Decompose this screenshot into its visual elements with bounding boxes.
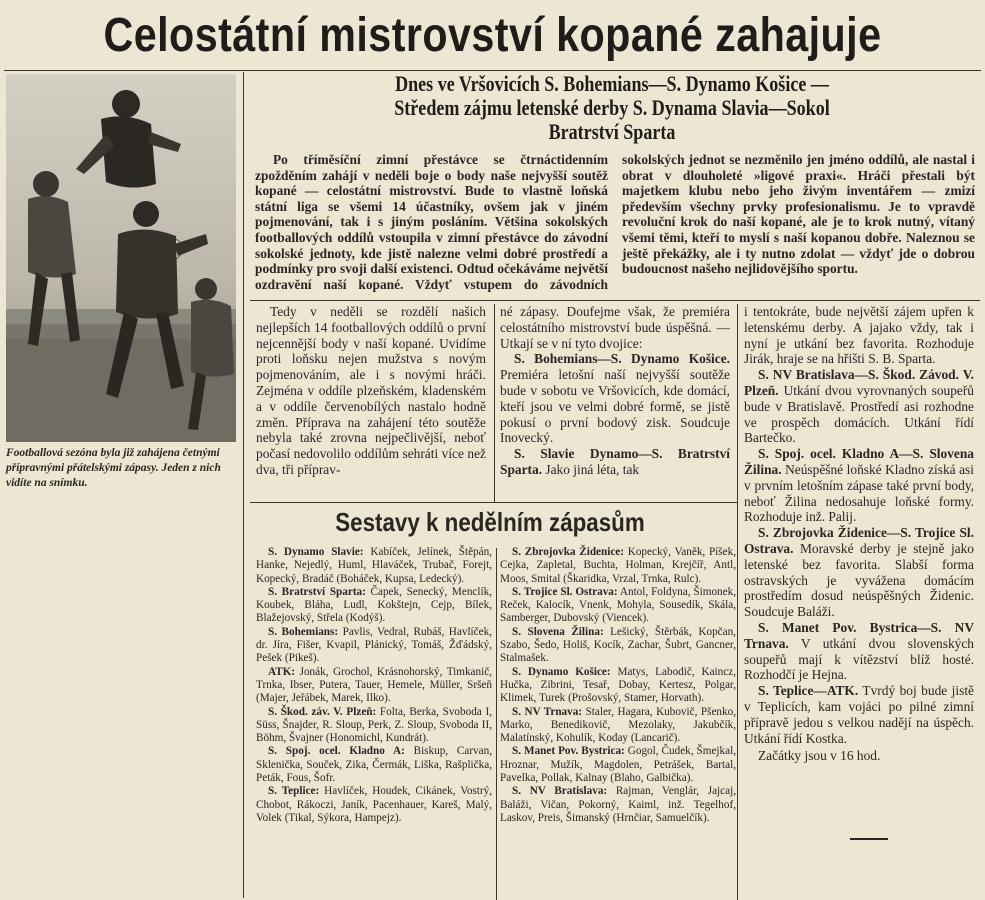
- team-lineup: [500, 666, 736, 706]
- lineups-title: Sestavy k nedělním zápasům: [335, 507, 645, 537]
- team-players: Lešický, Štěrbák, Kopčan, Szabo, Šedo, Holiš, Kocík, Zachar, Šubrt, Gancner, Stalmašek.: [500, 625, 736, 665]
- team-lineup: [256, 586, 492, 626]
- team-name: S. Slovena Žilina:: [512, 625, 604, 638]
- article-paragraph: Tedy v neděli se rozdělí našich nejlepších 14 footballových oddílů o první nejcennější body v naší kopané. Uvidíme proti loňsku nejen mužstva s novým pojmenováním, ale i s novými hráči. Zejména v oddíle plzeňském, kladenském a v oddíle červenobílých nastalo hodně změn. Příprava na zahájení této soutěže nebyla také zrovna nejpečlivější, neboť počasí nedovolilo oddílům sehráti více než dva, tři příprav-: [256, 304, 486, 477]
- match-text: Neúspěšné loňské Kladno získá asi v prvním letošním zápase také první body, neboť Žilina nedosahuje loňské formy. Rozhoduje inž. Palij.: [744, 461, 974, 525]
- lead-rule: [250, 300, 980, 301]
- match-text: Tvrdý boj bude jistě v Teplicích, kam vojáci po pilné zimní přípravě jedou s velkou nadějí na úspěch. Utkání řídí Kostka.: [744, 683, 974, 746]
- team-name: S. NV Trnava:: [512, 705, 583, 718]
- team-name: S. Spoj. ocel. Kladno A:: [268, 745, 405, 758]
- team-players: Staler, Hagara, Kubovič, Pšenko, Marko, Benedikovič, Mezolaky, Jakubčík, Malatínský, Kohulík, Koday (Lancarič).: [500, 705, 736, 745]
- team-name: S. Zbrojovka Židenice:: [512, 546, 625, 558]
- team-players: Biskup, Carvan, Sklenička, Souček, Zika, Čermák, Liška, Rašplička, Peták, Fous, Šofr.: [256, 745, 493, 785]
- team-lineup: [256, 626, 492, 666]
- match-text: Moravské derby je stejně jako letenské bez favorita. Slabší forma ostravských je vyvážena domácím prostředím dosud neúspěšných Židenic. Soudcuje Baláži.: [744, 540, 974, 620]
- match-title: S. Manet Pov. Bystrica—S. NV Trnava.: [744, 619, 974, 651]
- team-lineup: [256, 745, 492, 785]
- lead-text: Po tříměsíční zimní přestávce se čtrnáctidenním zpožděním zahájí v neděli boje o body naše nejvyšší soutěž kopané — celostátní mistrovství. Bude to vlastně loňská státní liga se všemi 14 účastníky, ovšem jak v jiném pojmenování, tak i s jiným posláním. Většina sokolských footballových oddílů vstoupila v zimní přestávce do závodní sokolské jednoty, kde jistě nalezne velmi dobré prostředí a podmínky pro svoji další existenci. Odtud očekáváme největší ozdravění naší kopané. Vždyť vstupem do závodních sokolských jednot se nezměnilo jen jméno oddílů, ale nastal i obrat v dlouholeté »ligové praxi«. Hráči přestali být majetkem klubu nebo jeho živým inventářem — zmizí především všechny prvky profesionalismu. Je to vpravdě revoluční krok do naší kopané, ale je to krok nutný, vítaný všemi těmi, kteří to myslí s naší kopanou dobře. Naleznou se ještě překážky, ale i ty nutno zdolat — vždyť jde o dobrou budoucnost našeho nejlidovějšího sportu.: [255, 152, 975, 292]
- match-preview: [744, 446, 974, 525]
- match-title: S. Zbrojovka Židenice—S. Trojice Sl. Ostrava.: [744, 525, 974, 556]
- team-players: Rajman, Venglár, Jajcaj, Baláži, Vičan, Pokorný, Kaiml, inž. Tegelhof, Laskov, Preis, Šimanský (Hrnčiar, Samuelčík).: [500, 785, 736, 824]
- team-name: S. Dynamo Košice:: [512, 665, 611, 678]
- article-end-mark: [850, 838, 888, 840]
- article-paragraph: i tentokráte, bude největší zájem upřen k letenskému derby. A jajako vždy, tak i nyní je utkání bez favorita. Rozhoduje Jirák, hraje se na hřišti S. B. Sparta.: [744, 304, 974, 367]
- team-players: Antol, Foldyna, Šimonek, Reček, Kalocík, Vnenk, Mohyla, Sousedík, Skála, Samberger, Dubovský (Viencek).: [500, 585, 736, 625]
- match-preview: [744, 525, 974, 620]
- team-lineup: [500, 785, 736, 825]
- column-rule-2: [737, 304, 738, 900]
- team-lineup: [500, 745, 736, 785]
- match-preview: [744, 620, 974, 683]
- team-name: S. Teplice:: [268, 785, 320, 798]
- lead-paragraph: [255, 152, 975, 302]
- headline: Celostátní mistrovství kopané zahajuje: [103, 9, 882, 62]
- team-lineup: [256, 785, 492, 825]
- match-text: V utkání dvou slovenských soupeřů mají k vítězství blíž hosté. Rozhodčí je Hejna.: [744, 635, 974, 683]
- match-title: S. Bohemians—S. Dynamo Košice.: [514, 351, 730, 367]
- team-players: Gogol, Čudek, Šmejkal, Hroznar, Mužík, Magdolen, Petrášek, Bartal, Pavelka, Pollak, Kalnay (Blaho, Galbička).: [500, 745, 737, 785]
- match-text: Premiéra letošní naší nejvyšší soutěže bude v sobotu ve Vršovicích, kde domácí, kteří jsou ve velmi dobré formě, se jistě pokusí o první bodový zisk. Soudcuje Inovecký.: [500, 367, 730, 446]
- column-rule-left: [243, 72, 244, 898]
- football-photo-image: [6, 74, 236, 442]
- team-name: S. Dynamo Slavie:: [268, 546, 364, 558]
- team-lineup: [256, 546, 492, 586]
- subheadline-line-3: Bratrství Sparta: [548, 119, 676, 144]
- match-text: Utkání dvou vyrovnaných soupeřů bude v Bratislavě. Prostředí asi rozhodne ve prospěch domácích. Utkání řídí Bartečko.: [744, 382, 974, 446]
- article-column-2: [500, 304, 730, 478]
- lineups-column-rule: [496, 548, 497, 900]
- subheadline: [317, 72, 907, 144]
- team-lineup: [500, 706, 736, 746]
- team-name: S. Trojice Sl. Ostrava:: [512, 585, 618, 598]
- lineups-column-2: [500, 546, 736, 825]
- subheadline-line-1: Dnes ve Vršovicích S. Bohemians—S. Dynamo Košice —: [395, 71, 829, 96]
- article-column-1: [256, 304, 486, 478]
- lineups-column-1: [256, 546, 492, 825]
- team-players: Čapek, Senecký, Menclík, Koubek, Bláha, Ludl, Kokštejn, Cejp, Bílek, Blažejovský, Střela (Kodýš).: [256, 585, 492, 625]
- subheadline-line-2: Středem zájmu letenské derby S. Dynama Slavia—Sokol: [394, 95, 830, 120]
- team-lineup: [500, 626, 736, 666]
- match-title: S. Slavie Dynamo—S. Bratrství Sparta.: [500, 446, 730, 477]
- team-players: Kopecký, Vaněk, Píšek, Cejka, Zapletal, Buchta, Holman, Krejčíř, Antl, Moos, Smital (Škaridka, Vrzal, Trnka, Rulc).: [500, 546, 736, 585]
- article-paragraph: né zápasy. Doufejme však, že premiéra celostátního mistrovství bude úspěšná. — Utkají se v ní tyto dvojice:: [500, 304, 730, 351]
- match-title: S. Teplice—ATK.: [758, 683, 859, 699]
- team-lineup: [256, 706, 492, 746]
- team-players: Jonák, Grochol, Krásnohorský, Timkanič, Trnka, Ibser, Putera, Tauer, Hemele, Müller, Sršeň (Majer, Jeřábek, Marek, Ilko).: [256, 665, 492, 705]
- match-preview: [500, 351, 730, 446]
- match-preview: [744, 367, 974, 446]
- team-players: Folta, Berka, Svoboda I, Süss, Šnajder, R. Sloup, Perk, Z. Sloup, Svoboda II, Böhm, Švajner (Honomichl, Kundrát).: [256, 705, 492, 745]
- column-rule-1: [494, 304, 495, 502]
- team-players: Kabíček, Jelínek, Štěpán, Hanke, Nejedlý, Huml, Hlaváček, Trubač, Forejt, Kopecký, Bradáč (Boháček, Kupsa, Ledecký).: [256, 546, 492, 585]
- match-title: S. NV Bratislava—S. Škod. Závod. V. Plzeň.: [744, 367, 974, 398]
- team-lineup: [256, 666, 492, 706]
- match-text: Jako jiná léta, tak: [542, 461, 640, 477]
- team-lineup: [500, 586, 736, 626]
- article-column-3: [744, 304, 974, 764]
- match-preview: [500, 446, 730, 478]
- team-name: S. Bratrství Sparta:: [268, 585, 366, 598]
- team-players: Pavlis, Vedral, Rubáš, Havlíček, dr. Jíra, Fišer, Kvapil, Plánický, Tomáš, Žďádský, Pešek (Pikeš).: [256, 625, 492, 665]
- team-name: S. NV Bratislava:: [512, 785, 608, 798]
- match-title: S. Spoj. ocel. Kladno A—S. Slovena Žilina.: [744, 446, 974, 477]
- team-lineup: [500, 546, 736, 586]
- team-name: S. Škod. záv. V. Plzeň:: [268, 705, 377, 718]
- team-players: Matys, Labodič, Kaincz, Hučka, Zibrini, Tesař, Dobay, Kertesz, Polgar, Klimek, Turek (Prošovský, Stamer, Horvath).: [500, 665, 736, 705]
- kickoff-time: Začátky jsou v 16 hod.: [758, 748, 881, 764]
- team-players: Havlíček, Houdek, Cikánek, Vostrý, Chobot, Rákoczi, Janík, Pacenhauer, Kareš, Malý, Volek (Tikal, Sýkora, Hampejz).: [256, 785, 492, 824]
- team-name: S. Bohemians:: [268, 625, 339, 638]
- football-photo: [6, 74, 236, 442]
- photo-caption: Footballová sezóna byla již zahájena četnými přípravnými přátelskými zápasy. Jeden z nich vidíte na snímku.: [6, 447, 221, 489]
- match-preview: [744, 683, 974, 746]
- team-name: ATK:: [268, 665, 296, 678]
- team-name: S. Manet Pov. Bystrica:: [512, 745, 625, 758]
